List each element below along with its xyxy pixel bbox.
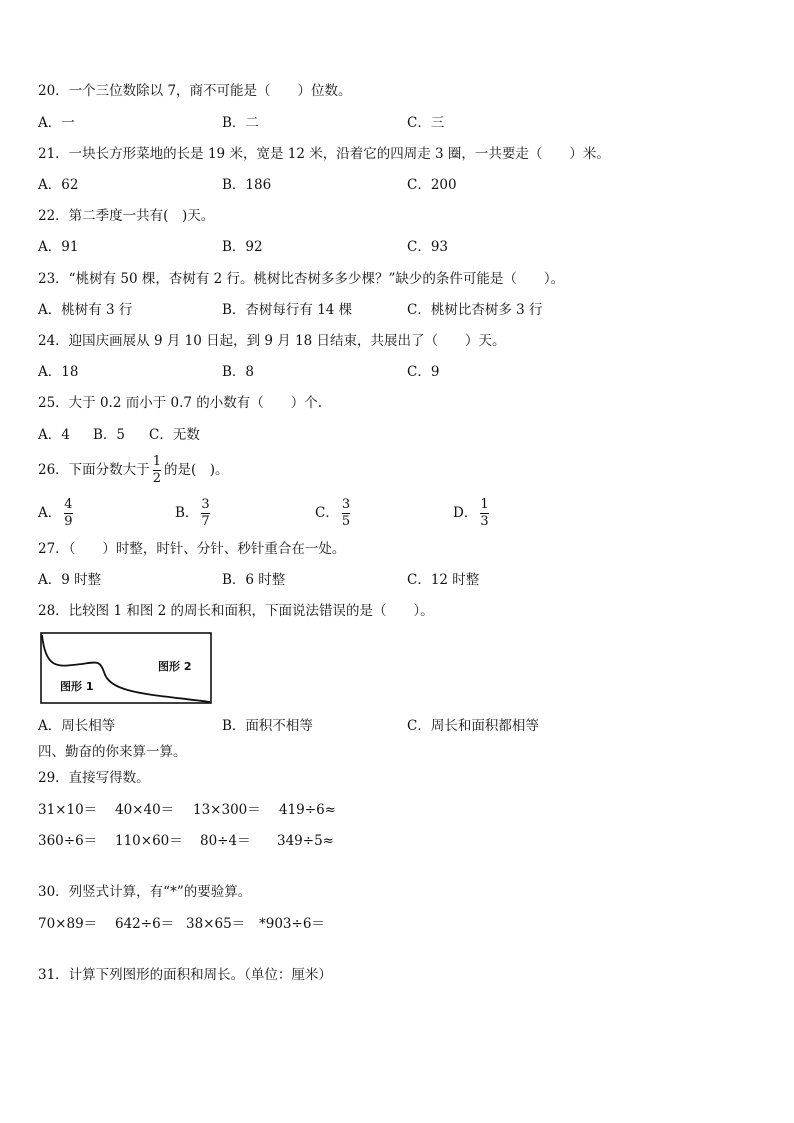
q25-option-a[interactable]: A．4 <box>38 427 70 443</box>
section-4-title: 四、勤奋的你来算一算。 <box>38 744 187 760</box>
question-24: 24．迎国庆画展从 9 月 10 日起，到 9 月 18 日结束，共展出了（ ）天。 <box>38 333 506 349</box>
q24-option-b[interactable]: B．8 <box>222 364 255 380</box>
q29-r1-item-4: 419÷6≈ <box>279 802 336 818</box>
question-23: 23．“桃树有 50 棵，杏树有 2 行。桃树比杏树多多少棵？”缺少的条件可能是（ ）。 <box>38 271 565 287</box>
question-31: 31．计算下列图形的面积和周长。（单位：厘米） <box>38 967 332 983</box>
q28-figure-drawing <box>40 632 212 704</box>
q24-option-c[interactable]: C．9 <box>407 364 440 380</box>
q21-option-b[interactable]: B．186 <box>222 177 272 193</box>
q30-item-4: *903÷6＝ <box>259 916 325 932</box>
q21-option-a[interactable]: A．62 <box>38 177 79 193</box>
q26-fraction: $\frac{1}{2}$ <box>152 454 161 486</box>
q23-option-a[interactable]: A．桃树有 3 行 <box>38 302 133 318</box>
question-21: 21．一块长方形菜地的长是 19 米，宽是 12 米，沿着它的四周走 3 圈，一共要走（ ）米。 <box>38 146 610 162</box>
figure-2-label: 图形 2 <box>158 660 192 673</box>
q28-figure <box>40 632 212 704</box>
q26-suffix: 的是( )。 <box>163 462 229 478</box>
q26-option-d[interactable]: D． $\frac{1}{3}$ <box>453 497 489 529</box>
question-27: 27．（ ）时整，时针、分针、秒针重合在一处。 <box>38 541 346 557</box>
q29-r1-item-3: 13×300＝ <box>193 802 261 818</box>
q27-option-c[interactable]: C．12 时整 <box>407 572 480 588</box>
q29-r2-item-3: 80÷4＝ <box>200 833 251 849</box>
q20-option-a[interactable]: A．一 <box>38 115 75 131</box>
q28-option-b[interactable]: B．面积不相等 <box>222 718 313 734</box>
q29-r1-item-2: 40×40＝ <box>115 802 175 818</box>
q29-r2-item-1: 360÷6＝ <box>38 833 98 849</box>
q24-option-a[interactable]: A．18 <box>38 364 79 380</box>
q20-option-b[interactable]: B．二 <box>222 115 259 131</box>
q21-option-c[interactable]: C．200 <box>407 177 457 193</box>
q30-item-2: 642÷6＝ <box>115 916 175 932</box>
q20-option-c[interactable]: C．三 <box>407 115 445 131</box>
q26-option-a[interactable]: A． $\frac{4}{9}$ <box>38 497 73 529</box>
q29-r2-item-4: 349÷5≈ <box>277 833 334 849</box>
question-28: 28．比较图 1 和图 2 的周长和面积，下面说法错误的是（ ）。 <box>38 603 434 619</box>
q25-option-c[interactable]: C．无数 <box>149 427 200 443</box>
question-22: 22．第二季度一共有( )天。 <box>38 208 215 224</box>
q25-option-b[interactable]: B．5 <box>93 427 126 443</box>
q26-option-b[interactable]: B． $\frac{3}{7}$ <box>175 497 210 529</box>
question-30: 30．列竖式计算，有“*”的要验算。 <box>38 884 252 900</box>
question-25: 25．大于 0.2 而小于 0.7 的小数有（ ）个. <box>38 395 323 411</box>
question-29: 29．直接写得数。 <box>38 770 150 786</box>
q23-option-c[interactable]: C．桃树比杏树多 3 行 <box>407 302 543 318</box>
q30-item-1: 70×89＝ <box>38 916 98 932</box>
question-20: 20．一个三位数除以 7，商不可能是（ ）位数。 <box>38 83 352 99</box>
q29-r2-item-2: 110×60＝ <box>115 833 183 849</box>
q26-prefix: 26．下面分数大于 <box>38 462 150 478</box>
q30-item-3: 38×65＝ <box>186 916 246 932</box>
q29-r1-item-1: 31×10＝ <box>38 802 98 818</box>
question-26 <box>38 451 229 489</box>
q28-option-a[interactable]: A．周长相等 <box>38 718 116 734</box>
q22-option-c[interactable]: C．93 <box>407 239 449 255</box>
q26-option-c[interactable]: C． $\frac{3}{5}$ <box>315 497 351 529</box>
q22-option-b[interactable]: B．92 <box>222 239 263 255</box>
figure-1-label: 图形 1 <box>60 680 94 693</box>
q22-option-a[interactable]: A．91 <box>38 239 79 255</box>
q23-option-b[interactable]: B．杏树每行有 14 棵 <box>222 302 353 318</box>
q27-option-a[interactable]: A．9 时整 <box>38 572 102 588</box>
q27-option-b[interactable]: B．6 时整 <box>222 572 286 588</box>
q28-option-c[interactable]: C．周长和面积都相等 <box>407 718 539 734</box>
